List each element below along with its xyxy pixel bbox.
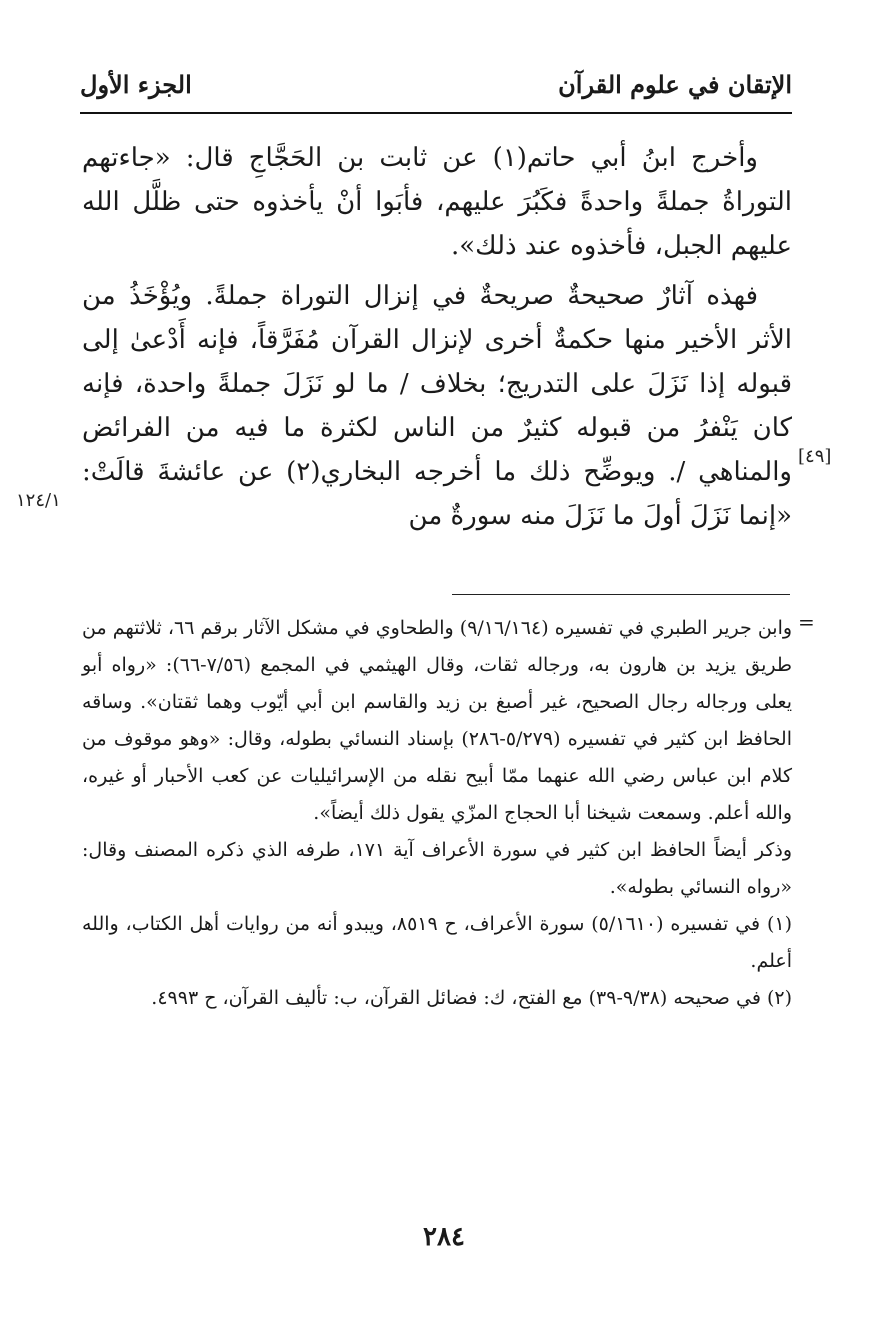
footnote-continuation-mark: = xyxy=(798,610,815,634)
page-number: ٢٨٤ xyxy=(423,1222,465,1252)
edition-page-marker: ١٢٤/١ xyxy=(16,490,61,511)
volume-label: الجزء الأول xyxy=(80,70,192,99)
main-paragraph: وأخرج ابنُ أبي حاتم(١) عن ثابت بن الحَجَّاجِ قال: «جاءتهم التوراةُ جملةً واحدةً فكَبُرَ عليهم، فأبَوا أنْ يأخذوه حتى ظلَّل الله عليهم الجبل، فأخذوه عند ذلك». xyxy=(82,143,792,261)
footnote-item: (٢) في صحيحه (٩/٣٨-٣٩) مع الفتح، ك: فضائل القرآن، ب: تأليف القرآن، ح ٤٩٩٣. xyxy=(151,987,792,1009)
footnote-separator xyxy=(452,594,790,595)
main-paragraph: فهذه آثارٌ صحيحةٌ صريحةٌ في إنزال التوراة جملةً. ويُؤْخَذُ من الأثر الأخير منها حكمةٌ أخرى لإنزال القرآن مُفَرَّقاً، فإنه أَدْعىٰ إلى قبوله إذا نَزَلَ على التدريج؛ بخلاف / ما لو نَزَلَ جملةً واحدة، فإنه كان يَنْفرُ من قبوله كثيرٌ من الناس لكثرة ما فيه من الفرائض والمناهي /. ويوضِّح ذلك ما أخرجه البخاري(٢) عن عائشةَ قالَتْ: «إنما نَزَلَ أولَ ما نَزَلَ منه سورةٌ من xyxy=(82,281,792,531)
folio-marker: [٤٩] xyxy=(798,446,832,467)
footnote-item: وابن جرير الطبري في تفسيره (٩/١٦/١٦٤) والطحاوي في مشكل الآثار برقم ٦٦، ثلاثتهم من طريق يزيد بن هارون به، ورجاله ثقات، وقال الهيثمي في المجمع (٧/٥٦-٦٦): «رواه أبو يعلى ورجاله رجال الصحيح، غير أصبغ بن زيد والقاسم ابن أبي أيّوب وهما ثقتان». وساقه الحافظ ابن كثير في تفسيره (٥/٢٧٩-٢٨٦) بإسناد النسائي بطوله، وقال: «وهو موقوف من كلام ابن عباس رضي الله عنهما ممّا أبيح نقله من الإسرائيليات عن كعب الأحبار أو غيره، والله أعلم. وسمعت شيخنا أبا الحجاج المزّي يقول ذلك أيضاً». xyxy=(82,617,793,824)
main-text xyxy=(82,136,792,538)
footnotes xyxy=(82,610,792,1017)
book-title: الإتقان في علوم القرآن xyxy=(558,70,792,99)
footnote-item: (١) في تفسيره (٥/١٦١٠) سورة الأعراف، ح ٨٥١٩، ويبدو أنه من روايات أهل الكتاب، والله أعلم. xyxy=(82,913,792,972)
running-header xyxy=(80,66,792,114)
footnote-item: وذكر أيضاً الحافظ ابن كثير في سورة الأعراف آية ١٧١، طرفه الذي ذكره المصنف وقال: «رواه النسائي بطوله». xyxy=(82,839,792,898)
